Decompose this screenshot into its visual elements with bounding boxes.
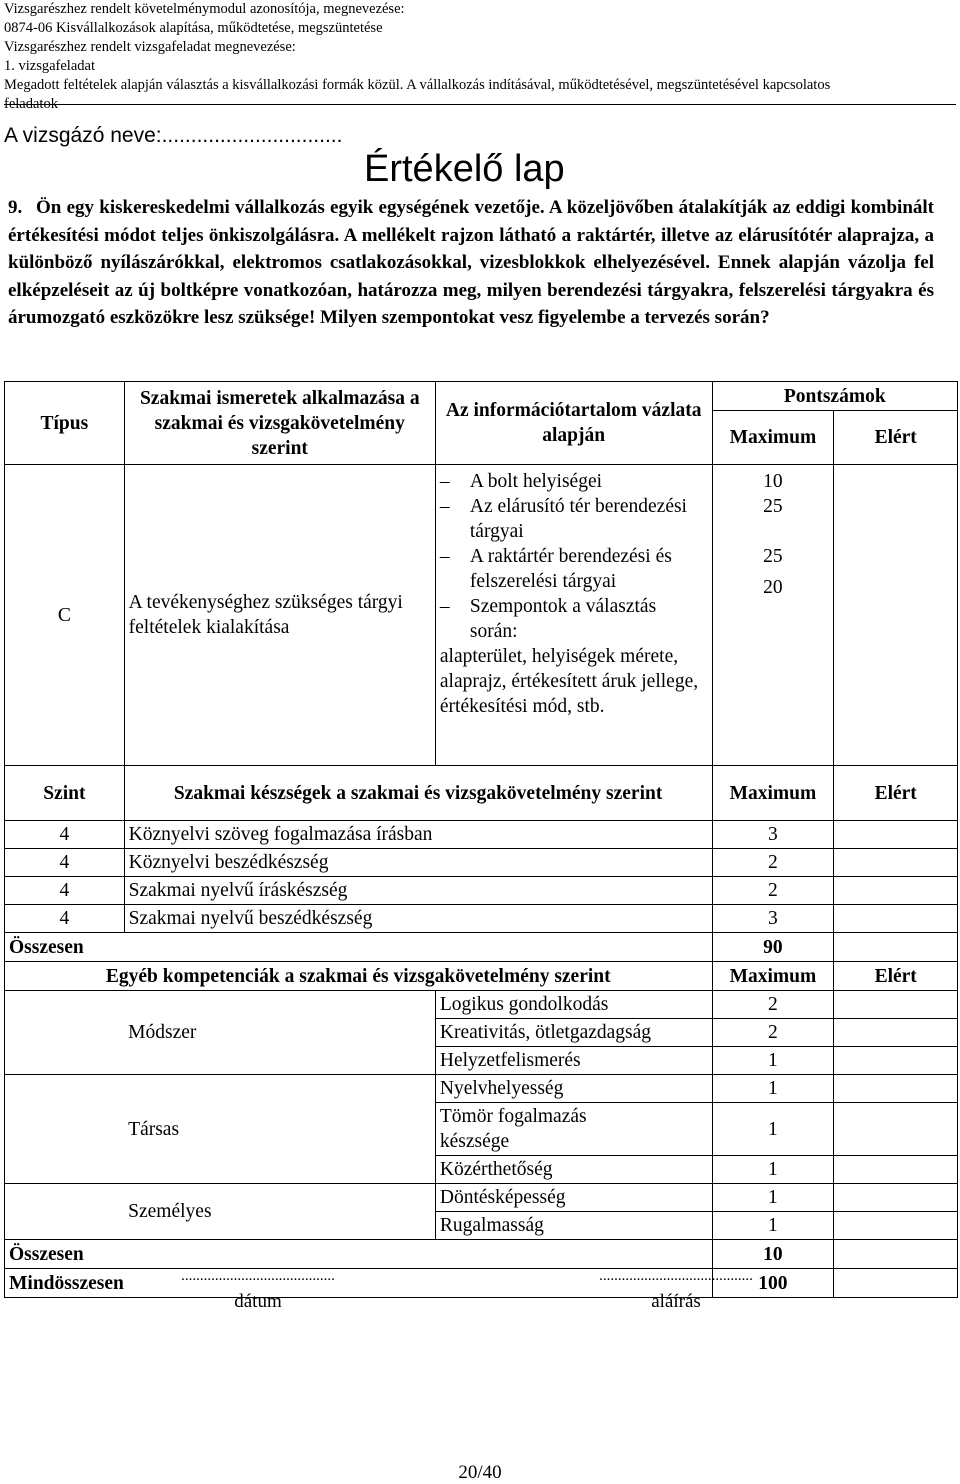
competency-achieved[interactable] <box>834 1103 958 1156</box>
outline-extra: alapterület, helyiségek mérete, alaprajz, értékesített áruk jellege, értékesítési mód, stb. <box>439 646 699 717</box>
competency-row <box>5 991 958 1019</box>
criterion-max-points <box>712 465 834 766</box>
competency-achieved[interactable] <box>834 1156 958 1184</box>
skills-head-level: Szint <box>5 766 125 821</box>
skill-row <box>5 821 958 849</box>
header-module-name: 0874-06 Kisvállalkozások alapítása, működtetése, megszüntetése <box>4 20 383 36</box>
col-head-knowledge: Szakmai ismeretek alkalmazása a szakmai és vizsgakövetelmény szerint <box>124 382 435 465</box>
criterion-type: C <box>5 465 125 766</box>
competency-group-method: Módszer <box>124 991 435 1075</box>
subtotal-row <box>5 1240 958 1269</box>
skill-achieved[interactable] <box>834 849 958 877</box>
skill-max: 3 <box>712 821 834 849</box>
skill-row <box>5 905 958 933</box>
header-divider <box>4 104 956 105</box>
competency-name: Nyelvhelyesség <box>435 1075 712 1103</box>
skill-row <box>5 849 958 877</box>
other-competencies-header-row <box>5 962 958 991</box>
evaluation-table <box>4 381 958 1298</box>
grand-total-achieved[interactable] <box>834 1269 958 1298</box>
header-task-description-cont: feladatok <box>4 96 58 112</box>
skill-name: Szakmai nyelvű beszédkészség <box>124 905 712 933</box>
skill-max: 2 <box>712 849 834 877</box>
document-header <box>4 0 954 114</box>
signature-label: aláírás <box>651 1291 701 1312</box>
competency-name: Közérthetőség <box>435 1156 712 1184</box>
competency-max: 1 <box>712 1212 834 1240</box>
col-head-points: Pontszámok <box>712 382 958 411</box>
competency-achieved[interactable] <box>834 1019 958 1047</box>
competency-achieved[interactable] <box>834 1212 958 1240</box>
grand-total-label: Mindösszesen <box>5 1269 713 1298</box>
subtotal-max: 90 <box>712 933 834 962</box>
skill-level: 4 <box>5 877 125 905</box>
other-head-max: Maximum <box>712 962 834 991</box>
subtotal-achieved[interactable] <box>834 933 958 962</box>
criterion-knowledge: A tevékenységhez szükséges tárgyi feltételek kialakítása <box>124 465 435 766</box>
competency-row <box>5 1184 958 1212</box>
skill-name: Köznyelvi szöveg fogalmazása írásban <box>124 821 712 849</box>
competency-max: 1 <box>712 1103 834 1156</box>
other-head-achieved: Elért <box>834 962 958 991</box>
skills-head-title: Szakmai készségek a szakmai és vizsgakövetelmény szerint <box>124 766 712 821</box>
skill-name: Köznyelvi beszédkészség <box>124 849 712 877</box>
grand-total-max: 100 <box>712 1269 834 1298</box>
max-points-value: 10 <box>763 471 783 492</box>
competency-max: 2 <box>712 1019 834 1047</box>
col-head-outline: Az információtartalom vázlata alapján <box>435 382 712 465</box>
subtotal-achieved[interactable] <box>834 1240 958 1269</box>
other-head-title: Egyéb kompetenciák a szakmai és vizsgakövetelmény szerint <box>5 962 713 991</box>
header-task-number: 1. vizsgafeladat <box>4 58 95 74</box>
max-points-value: 25 <box>763 496 783 517</box>
competency-name: Helyzetfelismerés <box>435 1047 712 1075</box>
criterion-outline <box>435 465 712 766</box>
date-label: dátum <box>234 1291 282 1312</box>
competency-name: Logikus gondolkodás <box>435 991 712 1019</box>
outline-item: – A bolt helyiségei <box>439 471 603 492</box>
skills-head-max: Maximum <box>712 766 834 821</box>
skill-row <box>5 877 958 905</box>
competency-max: 1 <box>712 1184 834 1212</box>
subtotal-row <box>5 933 958 962</box>
skill-achieved[interactable] <box>834 821 958 849</box>
signature-line[interactable]: ......................................... <box>599 1268 753 1284</box>
subtotal-label: Összesen <box>5 933 713 962</box>
max-points-value: 20 <box>763 577 783 598</box>
skill-achieved[interactable] <box>834 877 958 905</box>
competency-name: Kreativitás, ötletgazdagság <box>435 1019 712 1047</box>
signature-block <box>536 1268 816 1313</box>
task-number: 9. <box>8 197 23 218</box>
skill-name: Szakmai nyelvű íráskészség <box>124 877 712 905</box>
skill-level: 4 <box>5 821 125 849</box>
competency-max: 1 <box>712 1075 834 1103</box>
criterion-row-c <box>5 465 958 766</box>
competency-max: 2 <box>712 991 834 1019</box>
outline-item: – Az elárusító tér berendezési tárgyai <box>439 496 687 542</box>
competency-max: 1 <box>712 1156 834 1184</box>
table-header-row <box>5 382 958 411</box>
col-head-max: Maximum <box>712 411 834 465</box>
task-text: Ön egy kiskereskedelmi vállalkozás egyik egységének vezetője. A közeljövőben átalakítják az eddigi kombinált értékesítési módot teljes önkiszolgálásra. A mellékelt rajzon látható a raktártér, illetve az elárusítótér alaprajza, a különböző nyílászárókkal, elektromos csatlakozásokkal, vizesblokkok elhelyezésével. Ennek alapján vázolja fel elképzeléseit az új boltképre vonatkozóan, határozza meg, milyen berendezési tárgyakra, felszerelési tárgyakra és árumozgató eszközökre lesz szüksége! Milyen szempontokat vesz figyelembe a tervezés során? <box>8 197 934 328</box>
header-task-label: Vizsgarészhez rendelt vizsgafeladat megnevezése: <box>4 39 296 55</box>
col-head-achieved: Elért <box>834 411 958 465</box>
outline-item: – A raktártér berendezési és felszerelési tárgyai <box>439 546 672 592</box>
competency-row <box>5 1075 958 1103</box>
header-module-label: Vizsgarészhez rendelt követelménymodul azonosítója, megnevezése: <box>4 1 405 17</box>
max-points-value: 25 <box>763 546 783 567</box>
competency-achieved[interactable] <box>834 1075 958 1103</box>
header-task-description: Megadott feltételek alapján választás a kisvállalkozási formák közül. A vállalkozás indításával, működtetésével, megszüntetésével kapcsolatos <box>4 77 831 93</box>
subtotal-label: Összesen <box>5 1240 713 1269</box>
competency-name: Tömör fogalmazás készsége <box>435 1103 712 1156</box>
competency-group-social: Társas <box>124 1075 435 1184</box>
competency-name: Rugalmasság <box>435 1212 712 1240</box>
skill-level: 4 <box>5 849 125 877</box>
competency-name: Döntésképesség <box>435 1184 712 1212</box>
date-signature-block <box>118 1268 398 1313</box>
skill-max: 2 <box>712 877 834 905</box>
criterion-achieved-points[interactable] <box>834 465 958 766</box>
skills-header-row <box>5 766 958 821</box>
subtotal-max: 10 <box>712 1240 834 1269</box>
task-statement <box>8 194 934 332</box>
skill-max: 3 <box>712 905 834 933</box>
page-title: Értékelő lap <box>364 148 565 190</box>
col-head-type: Típus <box>5 382 125 465</box>
competency-achieved[interactable] <box>834 1184 958 1212</box>
page-number: 20/40 <box>458 1462 502 1483</box>
competency-group-personal: Személyes <box>124 1184 435 1240</box>
outline-item: – Szempontok a választás során: <box>439 596 657 642</box>
skill-level: 4 <box>5 905 125 933</box>
competency-max: 1 <box>712 1047 834 1075</box>
date-line[interactable]: ......................................... <box>181 1268 335 1284</box>
examinee-name-field: A vizsgázó neve:............................... <box>4 124 343 147</box>
skill-achieved[interactable] <box>834 905 958 933</box>
skills-head-achieved: Elért <box>834 766 958 821</box>
competency-achieved[interactable] <box>834 991 958 1019</box>
competency-achieved[interactable] <box>834 1047 958 1075</box>
